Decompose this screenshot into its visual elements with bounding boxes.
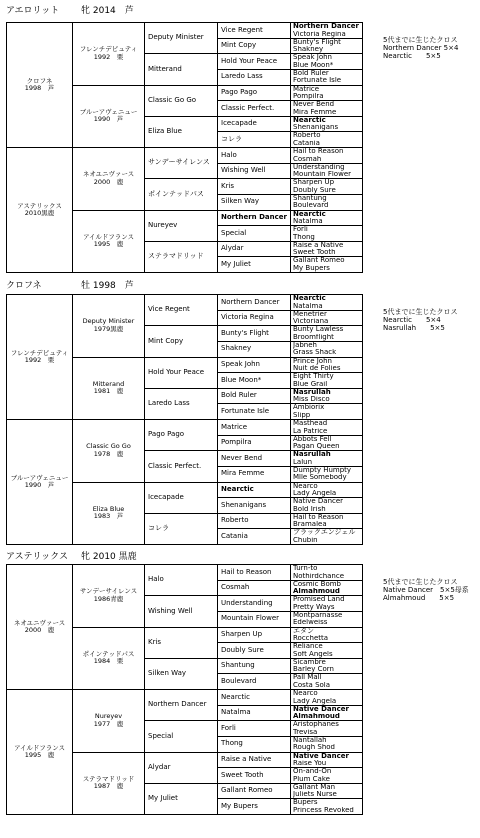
ancestor-gen5-pair [291, 295, 363, 311]
ancestor-info: 1977 鹿 [93, 719, 124, 728]
ancestor-info: 1992 栗 [24, 356, 55, 364]
ancestor-gen3: Mitterand [145, 54, 218, 85]
ancestor-gen2 [73, 148, 145, 211]
ancestor-gen4: Speak John [218, 358, 291, 374]
ancestor-gen5-pair [291, 514, 363, 530]
ancestor-gen5-pair [291, 659, 363, 675]
ancestor-gen5: Catania [293, 139, 320, 147]
ancestor-gen5: Edelweiss [293, 619, 328, 627]
ancestor-gen3: コレラ [145, 514, 218, 545]
ancestor-gen5-pair [291, 389, 363, 405]
ancestor-gen5-pair [291, 529, 363, 545]
ancestor-gen4: Sweet Tooth [218, 768, 291, 784]
ancestor-gen2 [73, 565, 145, 628]
ancestor-name: Deputy Minister [82, 317, 135, 326]
ancestor-gen5: Forli [293, 226, 308, 234]
pedigree-table [6, 22, 363, 273]
ancestor-gen5: Gallant Romeo [293, 257, 345, 265]
cross-line: 5代までに生じたクロス [383, 578, 458, 586]
ancestor-gen5-pair [291, 164, 363, 180]
ancestor-gen4: Classic Perfect. [218, 101, 291, 117]
ancestor-info: 1995 鹿 [93, 240, 124, 249]
ancestor-name: クロフネ [26, 76, 53, 85]
ancestor-gen5: Chubin [293, 536, 318, 544]
ancestor-gen5-pair [291, 436, 363, 452]
ancestor-gen2 [73, 420, 145, 483]
ancestor-gen5-pair [291, 628, 363, 644]
ancestor-gen4: Forli [218, 721, 291, 737]
ancestor-gen2 [73, 23, 145, 86]
ancestor-gen5: Nearctic [293, 210, 326, 218]
ancestor-info: 1990 芦 [93, 115, 124, 124]
ancestor-gen5-pair [291, 737, 363, 753]
inbreeding-cross-note [383, 36, 458, 60]
ancestor-gen5-pair [291, 420, 363, 436]
ancestor-gen5: Bupers [293, 799, 318, 807]
ancestor-gen5-pair [291, 226, 363, 242]
ancestor-gen3: Mint Copy [145, 326, 218, 357]
ancestor-info: 2000 鹿 [93, 177, 124, 186]
ancestor-gen5: Nearctic [293, 295, 326, 302]
ancestor-gen5: Nasrullah [293, 388, 331, 396]
ancestor-gen4: Icecapade [218, 117, 291, 133]
ancestor-gen3: Hold Your Peace [145, 358, 218, 389]
ancestor-gen5: Mira Femme [293, 108, 337, 116]
ancestor-gen5: Nasrullah [293, 451, 331, 459]
ancestor-gen4: Laredo Lass [218, 70, 291, 86]
ancestor-gen4: Matrice [218, 420, 291, 436]
ancestor-gen2 [73, 628, 145, 691]
ancestor-gen4: Natalma [218, 706, 291, 722]
ancestor-gen5: Roberto [293, 132, 321, 140]
ancestor-gen4: Hail to Reason [218, 565, 291, 581]
ancestor-gen5-pair [291, 451, 363, 467]
ancestor-gen5-pair [291, 70, 363, 86]
ancestor-gen5-pair [291, 132, 363, 148]
ancestor-gen5: My Bupers [293, 264, 330, 272]
ancestor-gen4: Kris [218, 179, 291, 195]
ancestor-gen4: Bunty's Flight [218, 326, 291, 342]
ancestor-gen4: Pompilra [218, 436, 291, 452]
ancestor-gen5: Bunty Lawless [293, 326, 344, 334]
ancestor-info: 1979黒鹿 [93, 324, 124, 333]
ancestor-gen3: ステラマドリッド [145, 242, 218, 273]
ancestor-gen5: Reliance [293, 643, 323, 651]
ancestor-name: アイルドフランス [82, 232, 135, 241]
ancestor-gen2 [73, 358, 145, 421]
ancestor-gen5: Gallant Man [293, 783, 336, 791]
ancestor-gen5-pair [291, 721, 363, 737]
ancestor-gen5: Almahmoud [293, 713, 340, 721]
ancestor-gen5: ブラックエンジェル [293, 529, 356, 537]
ancestor-gen5-pair [291, 674, 363, 690]
ancestor-gen5-pair [291, 498, 363, 514]
ancestor-gen5: Hail to Reason [293, 513, 344, 521]
ancestor-gen5-pair [291, 257, 363, 273]
ancestor-info: 1990 芦 [24, 481, 55, 489]
ancestor-gen5-pair [291, 581, 363, 597]
ancestor-gen4: Understanding [218, 596, 291, 612]
ancestor-gen3: Wishing Well [145, 596, 218, 627]
ancestor-gen1 [7, 690, 73, 815]
ancestor-gen4: Victoria Regina [218, 311, 291, 327]
ancestor-info: 1987 鹿 [93, 782, 124, 791]
ancestor-gen5-pair [291, 596, 363, 612]
ancestor-name: Eliza Blue [92, 504, 125, 513]
ancestor-gen5: Mlle Somebody [293, 474, 347, 482]
ancestor-gen5-pair [291, 643, 363, 659]
ancestor-gen1 [7, 420, 73, 545]
ancestor-gen5: Blue Moon* [293, 61, 334, 69]
ancestor-gen5: Raise You [293, 760, 327, 767]
ancestor-name: ブルーアヴェニュー [10, 473, 69, 482]
ancestor-gen5-pair [291, 404, 363, 420]
ancestor-info: 1992 栗 [93, 52, 124, 61]
ancestor-gen5-pair [291, 483, 363, 499]
inbreeding-cross-note [383, 578, 469, 602]
ancestor-gen5-pair [291, 753, 363, 769]
ancestor-gen5: Nuit de Folies [293, 365, 341, 372]
ancestor-gen5-pair [291, 148, 363, 164]
ancestor-name: ネオユニヴァース [82, 170, 135, 179]
horse-sex-year: 牝 2014 芦 [81, 6, 134, 16]
ancestor-gen4: Roberto [218, 514, 291, 530]
ancestor-info: 1995 鹿 [24, 751, 55, 759]
ancestor-gen4: Nearctic [218, 690, 291, 706]
ancestor-gen4: Mira Femme [218, 467, 291, 483]
ancestor-gen5: Juliets Nurse [293, 791, 337, 799]
ancestor-info: 1981 鹿 [93, 387, 124, 396]
ancestor-gen5: Shakney [293, 46, 324, 54]
ancestor-gen5: Shenanigans [293, 124, 339, 132]
ancestor-gen5: Shantung [293, 194, 327, 202]
ancestor-gen5: Sweet Tooth [293, 249, 336, 257]
ancestor-name: アステリックス [17, 201, 62, 210]
ancestor-gen5-pair [291, 211, 363, 227]
ancestor-gen2 [73, 483, 145, 546]
ancestor-gen5: Trevisa [293, 728, 318, 736]
ancestor-gen5: Turn-to [293, 565, 318, 572]
ancestor-gen5: Promised Land [293, 596, 345, 604]
ancestor-gen5: Cosmah [293, 155, 322, 163]
ancestor-gen5-pair [291, 179, 363, 195]
ancestor-gen5: Blue Grail [293, 380, 328, 388]
ancestor-gen4: Wishing Well [218, 164, 291, 180]
ancestor-gen5: Natalma [293, 218, 323, 225]
cross-line: 5代までに生じたクロス [383, 308, 458, 316]
horse-name: クロフネ [6, 281, 42, 291]
ancestor-gen1 [7, 23, 73, 148]
ancestor-gen4: Bold Ruler [218, 389, 291, 405]
ancestor-gen4: Cosmah [218, 581, 291, 597]
ancestor-gen5: Nantallah [293, 736, 327, 744]
ancestor-gen5: Native Dancer [293, 705, 349, 713]
cross-line: Nearctic 5×5 [383, 52, 441, 60]
ancestor-gen5-pair [291, 690, 363, 706]
ancestor-gen3: Northern Dancer [145, 690, 218, 721]
ancestor-gen2 [73, 211, 145, 274]
ancestor-gen3: Kris [145, 628, 218, 659]
ancestor-gen2 [73, 86, 145, 149]
ancestor-gen5: Almahmoud [293, 588, 340, 596]
ancestor-gen5: Bold Irish [293, 505, 326, 513]
ancestor-gen5: Nothirdchance [293, 572, 345, 580]
ancestor-gen4: Shakney [218, 342, 291, 358]
ancestor-gen1 [7, 295, 73, 420]
ancestor-gen5-pair [291, 86, 363, 102]
ancestor-gen3: サンデーサイレンス [145, 148, 218, 179]
ancestor-gen3: Classic Go Go [145, 86, 218, 117]
ancestor-gen4: Northern Dancer [218, 295, 291, 311]
ancestor-gen5-pair [291, 311, 363, 327]
ancestor-gen5: Lalun [293, 458, 313, 466]
ancestor-gen5: Pompilra [293, 93, 324, 100]
ancestor-name: Mitterand [92, 379, 125, 388]
ancestor-gen1 [7, 148, 73, 273]
ancestor-name: ブルーアヴェニュー [79, 107, 138, 116]
ancestor-gen4: Blue Moon* [218, 373, 291, 389]
ancestor-gen5: Cosmic Bomb [293, 580, 342, 588]
ancestor-gen5-pair [291, 326, 363, 342]
ancestor-gen4: Never Bend [218, 451, 291, 467]
ancestor-info: 1978 鹿 [93, 449, 124, 458]
ancestor-gen3: Silken Way [145, 659, 218, 690]
ancestor-gen4: Boulevard [218, 674, 291, 690]
ancestor-gen3: ポインテッドパス [145, 179, 218, 210]
ancestor-gen5: Lady Angela [293, 490, 337, 497]
ancestor-gen5: Native Dancer [293, 498, 344, 506]
ancestor-gen5: Pall Mall [293, 674, 322, 682]
ancestor-gen3: Classic Perfect. [145, 451, 218, 482]
ancestor-gen5: Doubly Sure [293, 186, 336, 194]
ancestor-gen5: Lady Angela [293, 697, 337, 705]
ancestor-gen5-pair [291, 784, 363, 800]
ancestor-gen5: Northern Dancer [293, 23, 359, 30]
ancestor-gen4: Sharpen Up [218, 628, 291, 644]
pedigree-header [6, 279, 206, 293]
ancestor-gen5: Nearco [293, 482, 318, 490]
ancestor-gen5-pair [291, 242, 363, 258]
ancestor-gen5: Speak John [293, 54, 332, 62]
ancestor-gen2 [73, 295, 145, 358]
ancestor-gen4: Pago Pago [218, 86, 291, 102]
ancestor-info: 2010黒鹿 [24, 209, 55, 217]
ancestor-gen4: Hold Your Peace [218, 54, 291, 70]
ancestor-gen4: My Bupers [218, 799, 291, 815]
pedigree-table [6, 564, 363, 815]
ancestor-gen5: Pagan Queen [293, 443, 340, 451]
ancestor-name: ネオユニヴァース [13, 618, 66, 627]
ancestor-gen4: Shenanigans [218, 498, 291, 514]
ancestor-gen5: Aristophanes [293, 721, 339, 729]
ancestor-gen5: Bold Ruler [293, 69, 329, 77]
ancestor-gen5: Pretty Ways [293, 603, 335, 611]
ancestor-gen3: Alydar [145, 753, 218, 784]
pedigree-header [6, 550, 206, 564]
ancestor-gen5-pair [291, 23, 363, 39]
ancestor-info: 1983 芦 [93, 512, 124, 521]
ancestor-gen3: Vice Regent [145, 295, 218, 326]
ancestor-gen2 [73, 753, 145, 816]
ancestor-gen5: Miss Disco [293, 396, 330, 404]
ancestor-gen5: On-and-On [293, 768, 332, 776]
ancestor-gen5: Matrice [293, 85, 320, 93]
ancestor-gen5: Natalma [293, 302, 323, 310]
ancestor-info: 1984 栗 [93, 657, 124, 666]
ancestor-name: ポインテッドパス [82, 649, 135, 658]
ancestor-gen5: Victoriana [293, 318, 329, 326]
ancestor-gen4: コレラ [218, 132, 291, 148]
ancestor-gen1 [7, 565, 73, 690]
horse-sex-year: 牡 1998 芦 [81, 281, 134, 291]
ancestor-gen5: Barley Corn [293, 666, 334, 674]
ancestor-gen5: Broomflight [293, 333, 334, 341]
ancestor-gen5: Princess Revoked [293, 806, 354, 814]
ancestor-gen4: Mountain Flower [218, 612, 291, 628]
ancestor-gen5: Costa Sola [293, 681, 331, 689]
ancestor-name: ステラマドリッド [82, 774, 135, 783]
ancestor-gen5-pair [291, 195, 363, 211]
ancestor-gen4: Catania [218, 529, 291, 545]
ancestor-gen5: Rocchetta [293, 635, 329, 642]
ancestor-gen3: Deputy Minister [145, 23, 218, 54]
ancestor-name: アイルドフランス [13, 743, 66, 752]
ancestor-gen5-pair [291, 799, 363, 815]
ancestor-gen4: Fortunate Isle [218, 404, 291, 420]
ancestor-gen5: Dumpty Humpty [293, 466, 352, 474]
ancestor-gen5-pair [291, 768, 363, 784]
ancestor-gen5: Grass Shack [293, 349, 337, 357]
ancestor-name: Nureyev [94, 712, 123, 721]
ancestor-gen3: Nureyev [145, 211, 218, 242]
ancestor-gen5: エタン [293, 627, 314, 635]
ancestor-gen3: Halo [145, 565, 218, 596]
ancestor-gen5-pair [291, 373, 363, 389]
ancestor-gen4: Silken Way [218, 195, 291, 211]
horse-name: アエロリット [6, 6, 60, 16]
cross-line: Almahmoud 5×5 [383, 594, 455, 602]
ancestor-gen5: Understanding [293, 163, 345, 171]
ancestor-gen5: Boulevard [293, 202, 329, 210]
cross-line: Nearctic 5×4 [383, 316, 441, 324]
ancestor-gen5-pair [291, 358, 363, 374]
ancestor-gen5-pair [291, 612, 363, 628]
ancestor-gen4: Alydar [218, 242, 291, 258]
ancestor-gen5: Soft Angels [293, 650, 333, 658]
ancestor-gen5-pair [291, 467, 363, 483]
ancestor-gen5: Never Bend [293, 101, 335, 109]
ancestor-gen5-pair [291, 706, 363, 722]
ancestor-gen4: Gallant Romeo [218, 784, 291, 800]
ancestor-gen5: Victoria Regina [293, 30, 346, 38]
ancestor-gen3: Pago Pago [145, 420, 218, 451]
ancestor-gen5: Masthead [293, 420, 328, 427]
ancestor-gen5: Fortunate Isle [293, 77, 342, 85]
ancestor-gen5-pair [291, 101, 363, 117]
ancestor-gen3: Icecapade [145, 483, 218, 514]
ancestor-gen3: Eliza Blue [145, 117, 218, 148]
ancestor-name: フレンチデピュティ [10, 348, 69, 357]
ancestor-gen4: Raise a Native [218, 753, 291, 769]
ancestor-gen5-pair [291, 342, 363, 358]
cross-line: Native Dancer 5×5母系 [383, 586, 469, 594]
ancestor-gen5-pair [291, 117, 363, 133]
ancestor-gen5: Eight Thirty [293, 373, 334, 381]
ancestor-gen5: Nearctic [293, 116, 326, 124]
horse-name: アステリックス [6, 552, 69, 562]
ancestor-gen5: Ambiorix [293, 404, 325, 412]
ancestor-gen5: La Patrice [293, 427, 328, 435]
pedigree-table [6, 294, 363, 545]
ancestor-gen5: Hail to Reason [293, 148, 344, 155]
ancestor-gen4: Halo [218, 148, 291, 164]
ancestor-info: 1998 芦 [24, 84, 55, 92]
ancestor-gen5: Bunty's Flight [293, 38, 341, 46]
ancestor-gen5: Rough Shod [293, 744, 335, 752]
ancestor-info: 2000 鹿 [24, 626, 55, 634]
ancestor-gen5: Native Dancer [293, 752, 349, 760]
ancestor-gen2 [73, 690, 145, 753]
ancestor-gen3: Special [145, 721, 218, 752]
ancestor-gen5: Sharpen Up [293, 179, 335, 187]
ancestor-gen3: Laredo Lass [145, 389, 218, 420]
ancestor-gen3: My Juliet [145, 784, 218, 815]
ancestor-gen4: Thong [218, 737, 291, 753]
ancestor-gen5: Raise a Native [293, 241, 344, 249]
ancestor-gen5-pair [291, 565, 363, 581]
ancestor-gen4: Vice Regent [218, 23, 291, 39]
ancestor-gen4: Mint Copy [218, 39, 291, 55]
ancestor-name: フレンチデピュティ [79, 45, 138, 54]
ancestor-gen5: Sicambre [293, 658, 326, 666]
ancestor-name: サンデーサイレンス [79, 587, 138, 596]
ancestor-gen5-pair [291, 39, 363, 55]
ancestor-gen5: Bramalea [293, 521, 327, 529]
ancestor-gen4: Shantung [218, 659, 291, 675]
cross-line: Nasrullah 5×5 [383, 324, 445, 332]
ancestor-gen5: Thong [293, 233, 315, 241]
ancestor-info: 1986青鹿 [93, 594, 124, 603]
ancestor-gen5: Prince John [293, 357, 332, 365]
inbreeding-cross-note [383, 308, 457, 332]
ancestor-gen4: Special [218, 226, 291, 242]
ancestor-gen4: My Juliet [218, 257, 291, 273]
ancestor-gen5: Mountain Flower [293, 171, 351, 179]
ancestor-gen5: Plum Cake [293, 775, 330, 783]
cross-line: 5代までに生じたクロス [383, 36, 458, 44]
pedigree-header [6, 4, 206, 18]
ancestor-gen5: Menetrier [293, 310, 327, 318]
ancestor-gen4: Nearctic [218, 483, 291, 499]
ancestor-gen5-pair [291, 54, 363, 70]
ancestor-gen5: Abbots Fell [293, 435, 332, 443]
cross-line: Northern Dancer 5×4 [383, 44, 459, 52]
horse-sex-year: 牝 2010 黒鹿 [81, 552, 137, 562]
ancestor-gen4: Doubly Sure [218, 643, 291, 659]
ancestor-name: Classic Go Go [86, 442, 131, 451]
ancestor-gen5: Slipp [293, 411, 311, 419]
ancestor-gen5: Nearco [293, 690, 318, 697]
ancestor-gen5: Jabneh [293, 341, 317, 349]
ancestor-gen5: Montparnasse [293, 611, 343, 619]
ancestor-gen4: Northern Dancer [218, 211, 291, 227]
